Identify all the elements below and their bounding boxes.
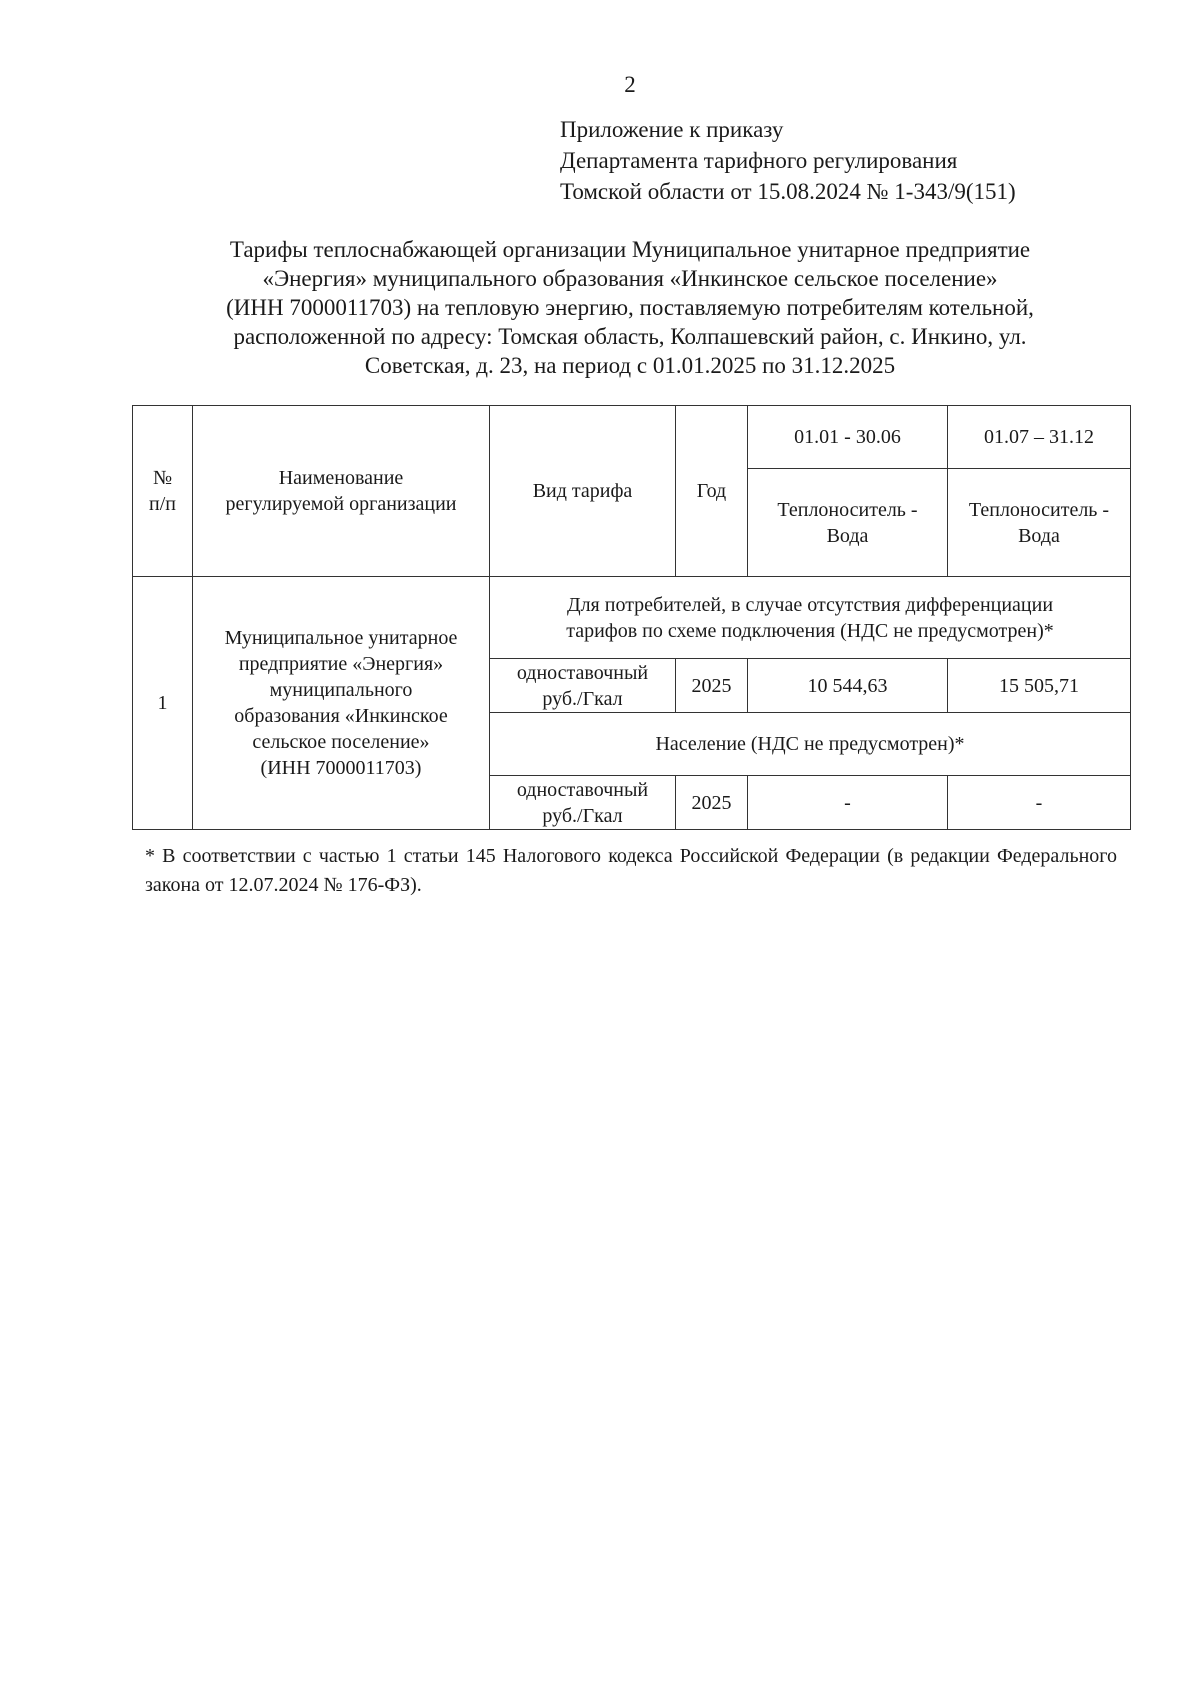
header-number-cell xyxy=(133,406,193,577)
row-number-cell: 1 xyxy=(133,577,193,830)
appendix-line-2: Департамента тарифного регулирования xyxy=(560,148,958,173)
row-organization-line-2: предприятие «Энергия» xyxy=(238,653,444,675)
population-value-period-1: - xyxy=(748,776,948,830)
consumers-tariff-type-line-2: руб./Гкал xyxy=(542,687,623,710)
table-header-row-1 xyxy=(133,406,1131,469)
consumers-year: 2025 xyxy=(676,659,748,713)
document-title xyxy=(150,235,1110,380)
footnote: * В соответствии с частью 1 статьи 145 Налогового кодекса Российской Федерации (в редакции Федерального закона от 12.07.2024 № 176-ФЗ). xyxy=(145,845,1117,896)
row-organization-line-6: (ИНН 7000011703) xyxy=(260,757,422,779)
header-carrier-2-line-2: Вода xyxy=(1018,524,1060,547)
appendix-header xyxy=(560,114,1016,207)
header-carrier-2 xyxy=(948,469,1131,577)
header-organization-line-1: Наименование xyxy=(278,467,404,489)
appendix-line-3: Томской области от 15.08.2024 № 1-343/9(151) xyxy=(560,179,1016,204)
title-line-5: Советская, д. 23, на период с 01.01.2025 по 31.12.2025 xyxy=(364,353,896,378)
row-organization-line-1: Муниципальное унитарное xyxy=(224,627,458,649)
header-number-line-2: п/п xyxy=(149,493,176,515)
section-population-label: Население (НДС не предусмотрен)* xyxy=(490,713,1131,776)
header-carrier-1-line-2: Вода xyxy=(826,524,869,547)
header-period-2: 01.07 – 31.12 xyxy=(948,406,1131,469)
header-organization-cell xyxy=(193,406,490,577)
population-tariff-type-line-1: одноставочный xyxy=(516,778,649,801)
population-tariff-type-line-2: руб./Гкал xyxy=(542,804,623,827)
consumers-tariff-type-line-1: одноставочный xyxy=(516,661,649,684)
consumers-value-period-2: 15 505,71 xyxy=(948,659,1131,713)
header-carrier-1 xyxy=(748,469,948,577)
population-year: 2025 xyxy=(676,776,748,830)
row-organization-line-5: сельское поселение» xyxy=(252,731,430,753)
header-period-1: 01.01 - 30.06 xyxy=(748,406,948,469)
section-consumers-line-2: тарифов по схеме подключения (НДС не предусмотрен)* xyxy=(566,619,1054,642)
table-row xyxy=(133,577,1131,659)
population-value-period-2: - xyxy=(948,776,1131,830)
title-line-1: Тарифы теплоснабжающей организации Муниципальное унитарное предприятие xyxy=(229,237,1031,262)
header-year-cell: Год xyxy=(676,406,748,577)
population-tariff-type xyxy=(490,776,676,830)
header-organization-line-2: регулируемой организации xyxy=(225,493,457,515)
title-line-3: (ИНН 7000011703) на тепловую энергию, поставляемую потребителям котельной, xyxy=(226,295,1034,320)
tariff-table xyxy=(132,405,1131,830)
appendix-line-1: Приложение к приказу xyxy=(560,117,784,142)
consumers-value-period-1: 10 544,63 xyxy=(748,659,948,713)
section-consumers-label xyxy=(490,577,1131,659)
title-line-2: «Энергия» муниципального образования «Инкинское сельское поселение» xyxy=(262,266,998,291)
row-organization-line-3: муниципального xyxy=(269,679,413,701)
title-line-4: расположенной по адресу: Томская область, Колпашевский район, с. Инкино, ул. xyxy=(233,324,1027,349)
section-consumers-line-1: Для потребителей, в случае отсутствия дифференциации xyxy=(566,593,1054,616)
header-number-line-1: № xyxy=(152,467,173,489)
row-organization-line-4: образования «Инкинское xyxy=(234,705,448,727)
page-number: 2 xyxy=(624,72,636,97)
header-carrier-1-line-1: Теплоноситель - xyxy=(777,498,918,521)
row-organization-cell xyxy=(193,577,490,830)
header-carrier-2-line-1: Теплоноситель - xyxy=(968,498,1110,521)
consumers-tariff-type xyxy=(490,659,676,713)
header-tariff-type-cell: Вид тарифа xyxy=(490,406,676,577)
